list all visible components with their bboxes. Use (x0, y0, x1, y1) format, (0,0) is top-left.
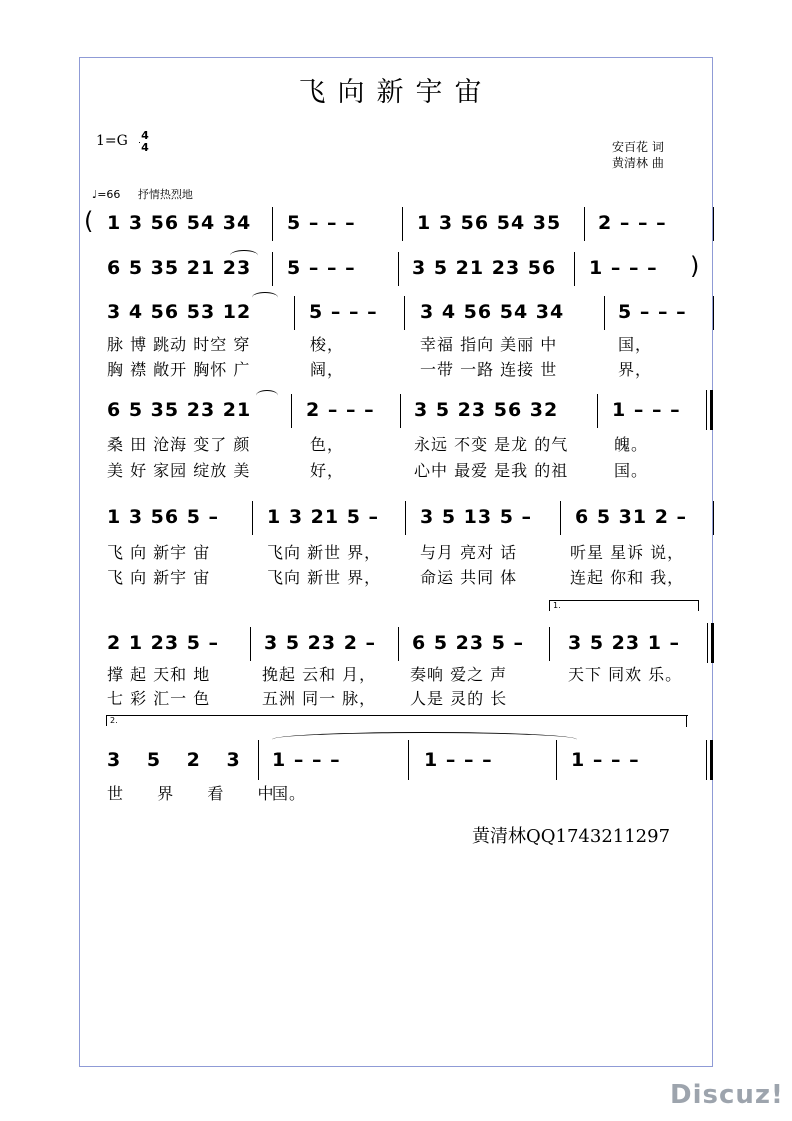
lyric-line: 国， (618, 335, 653, 354)
measure: 1 3 56 54 35 (417, 212, 562, 234)
time-signature-bottom: 4 (141, 141, 149, 154)
lyric-line: 心中 最爱 是我 的祖 (414, 461, 569, 480)
barline (402, 207, 403, 241)
measure: 1 – – – (612, 399, 681, 421)
measure: 5 – – – (618, 301, 687, 323)
barline (291, 394, 292, 428)
barline (408, 740, 409, 780)
expression-marking: 抒情热烈地 (137, 188, 193, 201)
tempo-value: ♩=66 (92, 188, 121, 201)
measure: 3 5 21 23 56 (412, 257, 557, 279)
lyric-line: 与月 亮对 话 (420, 543, 518, 562)
lyric-line: 界， (618, 360, 653, 379)
repeat-open-paren: ( (84, 207, 94, 235)
barline (604, 296, 605, 330)
lyric-line: 飞向 新世 界， (267, 543, 382, 562)
volta-2-label: 2. (110, 716, 118, 725)
lyric-line: 飞向 新世 界， (267, 568, 382, 587)
measure: 1 3 56 54 34 (107, 212, 252, 234)
repeat-barline (707, 623, 708, 663)
lyric-line: 阔， (310, 360, 345, 379)
lyric-line: 桑 田 沧海 变了 颜 (107, 435, 251, 454)
barline (272, 207, 273, 241)
measure: 6 5 31 2 – (575, 506, 688, 528)
measure: 6 5 35 23 21 (107, 399, 252, 421)
measure: 6 5 23 5 – (412, 632, 525, 654)
lyric-line: 一带 一路 连接 世 (420, 360, 558, 379)
lyric-line: 魄。 (614, 435, 649, 454)
score-row-1 (0, 203, 792, 243)
measure: 3 5 23 2 – (264, 632, 377, 654)
measure: 3 4 56 54 34 (420, 301, 565, 323)
barline (398, 627, 399, 661)
lyric-line: 奏响 爱之 声 (410, 665, 508, 684)
lyric-line: 听星 星诉 说， (570, 543, 685, 562)
measure: 3 5 2 3 (107, 749, 250, 771)
measure: 5 – – – (287, 257, 356, 279)
barline (250, 627, 251, 661)
barline (405, 501, 406, 535)
measure: 2 – – – (598, 212, 667, 234)
score-row-5 (0, 497, 792, 537)
tempo-marking (92, 186, 193, 202)
lyric-line: 胸 襟 敞开 胸怀 广 (107, 360, 251, 379)
measure: 3 5 23 1 – (568, 632, 681, 654)
lyric-line: 撑 起 天和 地 (107, 665, 211, 684)
score-row-3 (0, 292, 792, 332)
lyricist-credit: 安百花 词 (612, 140, 664, 154)
barline (252, 501, 253, 535)
barline (713, 501, 714, 535)
author-signature: 黄清林QQ1743211297 (472, 826, 671, 847)
composer-credit: 黄清林 曲 (612, 156, 664, 170)
measure: 3 4 56 53 12 (107, 301, 252, 323)
score-row-4 (0, 390, 792, 430)
measure: 1 3 56 5 – (107, 506, 220, 528)
barline (560, 501, 561, 535)
measure: 1 – – – (589, 257, 658, 279)
measure: 6 5 35 21 23 (107, 257, 252, 279)
score-row-2 (0, 248, 792, 288)
barline (294, 296, 295, 330)
song-title: 飞向新宇宙 (298, 77, 494, 108)
watermark: Discuz! (670, 1080, 784, 1110)
time-signature (139, 130, 151, 154)
volta-1 (549, 600, 699, 611)
barline (556, 740, 557, 780)
lyric-line: 连起 你和 我， (570, 568, 685, 587)
lyric-line: 脉 博 跳动 时空 穿 (107, 335, 251, 354)
key-signature: 1=G (96, 133, 128, 149)
time-signature-top: 4 (141, 129, 149, 142)
lyric-line: 国。 (614, 461, 649, 480)
lyric-line: 国。 (272, 784, 307, 803)
measure: 3 5 23 56 32 (414, 399, 559, 421)
barline (398, 252, 399, 286)
lyric-line: 天下 同欢 乐。 (568, 665, 683, 684)
lyric-line: 幸福 指向 美丽 中 (420, 335, 558, 354)
lyric-line: 挽起 云和 月， (262, 665, 377, 684)
tie (256, 390, 278, 401)
lyric-line: 好， (310, 461, 345, 480)
lyric-line: 梭， (310, 335, 345, 354)
lyric-line: 世 界 看 中 (107, 784, 282, 803)
barline (272, 252, 273, 286)
score-row-6 (0, 623, 792, 663)
final-barline-thick (710, 740, 713, 780)
repeat-end-barline (711, 623, 714, 663)
volta-1-label: 1. (553, 601, 561, 610)
measure: 3 5 13 5 – (420, 506, 533, 528)
barline (258, 740, 259, 780)
barline (713, 207, 714, 241)
barline (713, 296, 714, 330)
repeat-end-barline (710, 390, 713, 430)
barline (404, 296, 405, 330)
repeat-close-paren: ) (690, 252, 700, 280)
lyric-line: 五洲 同一 脉， (262, 689, 377, 708)
measure: 2 – – – (306, 399, 375, 421)
lyric-line: 美 好 家园 绽放 美 (107, 461, 251, 480)
score-row-7 (0, 740, 792, 780)
volta-2 (106, 715, 688, 726)
measure: 5 – – – (309, 301, 378, 323)
barline (549, 627, 550, 661)
lyric-line: 人是 灵的 长 (410, 689, 508, 708)
measure: 2 1 23 5 – (107, 632, 220, 654)
measure: 1 – – – (424, 749, 493, 771)
measure: 1 3 21 5 – (267, 506, 380, 528)
lyric-line: 飞 向 新宇 宙 (107, 543, 211, 562)
tie (252, 292, 278, 303)
lyric-line: 飞 向 新宇 宙 (107, 568, 211, 587)
barline (597, 394, 598, 428)
barline (574, 252, 575, 286)
barline (400, 394, 401, 428)
lyric-line: 色， (310, 435, 345, 454)
lyric-line: 七 彩 汇一 色 (107, 689, 211, 708)
final-barline-thin (706, 740, 707, 780)
lyric-line: 命运 共同 体 (420, 568, 518, 587)
lyric-line: 永远 不变 是龙 的气 (414, 435, 569, 454)
barline (584, 207, 585, 241)
measure: 1 – – – (571, 749, 640, 771)
measure: 1 – – – (272, 749, 341, 771)
repeat-barline (706, 390, 707, 430)
measure: 5 – – – (287, 212, 356, 234)
